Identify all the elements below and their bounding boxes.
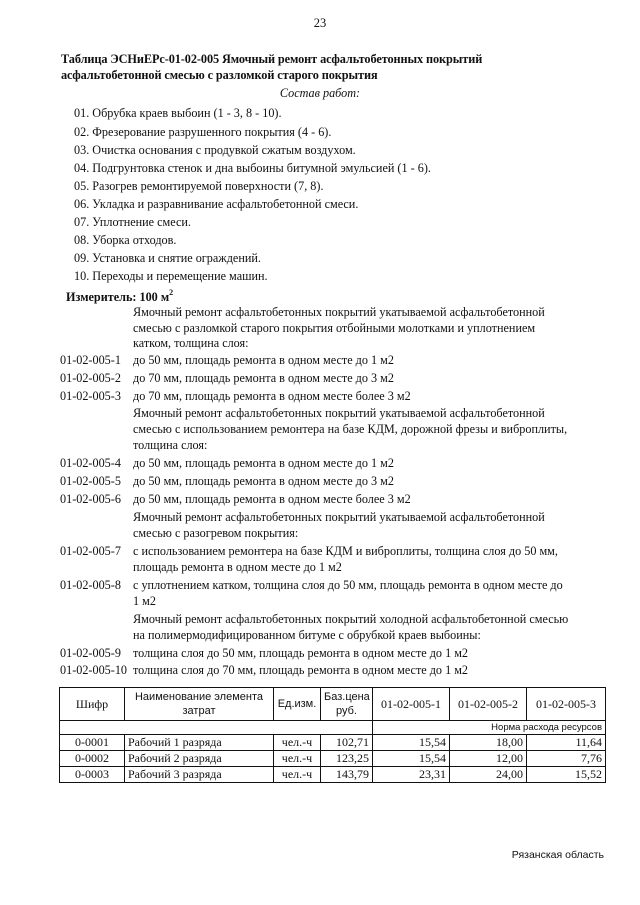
item-code: 01-02-005-3 <box>60 389 121 403</box>
row-value-1: 15,54 <box>373 751 450 767</box>
row-price: 102,71 <box>321 735 373 751</box>
table-row <box>60 735 606 751</box>
work-item: 03. Очистка основания с продувкой сжатым воздухом. <box>74 143 356 157</box>
composition-heading: Состав работ: <box>279 86 361 100</box>
group-description: толщина слоя: <box>133 438 208 452</box>
item-description: до 50 мм, площадь ремонта в одном месте более 3 м2 <box>133 492 411 506</box>
item-description: с использованием ремонтера на базе КДМ и виброплиты, толщина слоя до 50 мм, <box>133 544 558 558</box>
row-value-3: 15,52 <box>527 767 606 783</box>
row-value-2: 12,00 <box>450 751 527 767</box>
group-description: смесью с использованием ремонтера на базе КДМ, дорожной фрезы и виброплиты, <box>133 422 568 436</box>
item-description: толщина слоя до 70 мм, площадь ремонта в одном месте до 1 м2 <box>133 663 469 677</box>
item-code: 01-02-005-5 <box>60 474 121 488</box>
item-code: 01-02-005-7 <box>60 544 121 558</box>
row-value-2: 24,00 <box>450 767 527 783</box>
row-price: 143,79 <box>321 767 373 783</box>
measurer <box>66 289 173 305</box>
group-description: смесью с разломкой старого покрытия отбойными молотками и уплотнением <box>133 321 536 335</box>
item-code: 01-02-005-2 <box>60 371 121 385</box>
work-item: 10. Переходы и перемещение машин. <box>74 269 268 283</box>
group-description: на полимермодифицированном битуме с обрубкой краев выбоины: <box>133 628 481 642</box>
item-description: до 50 мм, площадь ремонта в одном месте до 1 м2 <box>133 353 394 367</box>
group-description: Ямочный ремонт асфальтобетонных покрытий укатываемой асфальтобетонной <box>133 305 545 319</box>
row-value-3: 11,64 <box>527 735 606 751</box>
header-unit: Ед.изм. <box>274 688 321 721</box>
norm-spacer <box>60 721 373 735</box>
group-description: смесью с разогревом покрытия: <box>133 526 299 540</box>
group-description: Ямочный ремонт асфальтобетонных покрытий холодной асфальтобетонной смесью <box>133 612 569 626</box>
item-description: толщина слоя до 50 мм, площадь ремонта в одном месте до 1 м2 <box>133 646 469 660</box>
item-description: до 70 мм, площадь ремонта в одном месте более 3 м2 <box>133 389 411 403</box>
row-name: Рабочий 2 разряда <box>125 751 274 767</box>
work-item: 07. Уплотнение смеси. <box>74 215 191 229</box>
page-number: 23 <box>313 16 327 30</box>
item-code: 01-02-005-8 <box>60 578 121 592</box>
table-title-line-1: Таблица ЭСНиЕРс-01-02-005 Ямочный ремонт асфальтобетонных покрытий <box>61 52 483 66</box>
row-name: Рабочий 3 разряда <box>125 767 274 783</box>
measurer-label: Измеритель: 100 м <box>66 290 170 305</box>
row-price: 123,25 <box>321 751 373 767</box>
row-unit: чел.-ч <box>274 767 321 783</box>
work-item: 02. Фрезерование разрушенного покрытия (4 - 6). <box>74 125 332 139</box>
item-code: 01-02-005-4 <box>60 456 121 470</box>
group-description: Ямочный ремонт асфальтобетонных покрытий укатываемой асфальтобетонной <box>133 406 545 420</box>
table-header-row <box>60 688 606 721</box>
work-item: 06. Укладка и разравнивание асфальтобетонной смеси. <box>74 197 359 211</box>
item-description: с уплотнением катком, толщина слоя до 50 мм, площадь ремонта в одном месте до <box>133 578 563 592</box>
item-code: 01-02-005-6 <box>60 492 121 506</box>
header-col-2: 01-02-005-2 <box>450 688 527 721</box>
work-item: 08. Уборка отходов. <box>74 233 177 247</box>
row-unit: чел.-ч <box>274 751 321 767</box>
header-price: Баз.цена руб. <box>321 688 373 721</box>
measurer-exponent: 2 <box>169 288 174 297</box>
work-item: 04. Подгрунтовка стенок и дна выбоины битумной эмульсией (1 - 6). <box>74 161 431 175</box>
work-item: 05. Разогрев ремонтируемой поверхности (7, 8). <box>74 179 324 193</box>
table-row <box>60 767 606 783</box>
row-value-1: 15,54 <box>373 735 450 751</box>
norm-label: Норма расхода ресурсов <box>373 721 606 735</box>
row-name: Рабочий 1 разряда <box>125 735 274 751</box>
item-code: 01-02-005-10 <box>60 663 128 677</box>
group-description: катком, толщина слоя: <box>133 336 249 350</box>
row-code: 0-0001 <box>60 735 125 751</box>
header-col-3: 01-02-005-3 <box>527 688 606 721</box>
item-description: до 50 мм, площадь ремонта в одном месте до 1 м2 <box>133 456 394 470</box>
work-item: 09. Установка и снятие ограждений. <box>74 251 261 265</box>
item-code: 01-02-005-1 <box>60 353 121 367</box>
header-col-1: 01-02-005-1 <box>373 688 450 721</box>
item-description-cont: площадь ремонта в одном месте до 1 м2 <box>133 560 342 574</box>
item-description-cont: 1 м2 <box>133 594 156 608</box>
row-value-2: 18,00 <box>450 735 527 751</box>
header-name: Наименование элемента затрат <box>125 688 274 721</box>
row-unit: чел.-ч <box>274 735 321 751</box>
row-value-1: 23,31 <box>373 767 450 783</box>
item-code: 01-02-005-9 <box>60 646 121 660</box>
item-description: до 50 мм, площадь ремонта в одном месте до 3 м2 <box>133 474 394 488</box>
table-row <box>60 751 606 767</box>
resource-table <box>59 687 606 783</box>
header-code: Шифр <box>60 688 125 721</box>
row-code: 0-0002 <box>60 751 125 767</box>
work-item: 01. Обрубка краев выбоин (1 - 3, 8 - 10). <box>74 106 282 120</box>
region-footer: Рязанская область <box>511 849 604 861</box>
table-title-line-2: асфальтобетонной смесью с разломкой старого покрытия <box>61 68 378 82</box>
row-value-3: 7,76 <box>527 751 606 767</box>
item-description: до 70 мм, площадь ремонта в одном месте до 3 м2 <box>133 371 394 385</box>
norm-row <box>60 721 606 735</box>
row-code: 0-0003 <box>60 767 125 783</box>
group-description: Ямочный ремонт асфальтобетонных покрытий укатываемой асфальтобетонной <box>133 510 545 524</box>
